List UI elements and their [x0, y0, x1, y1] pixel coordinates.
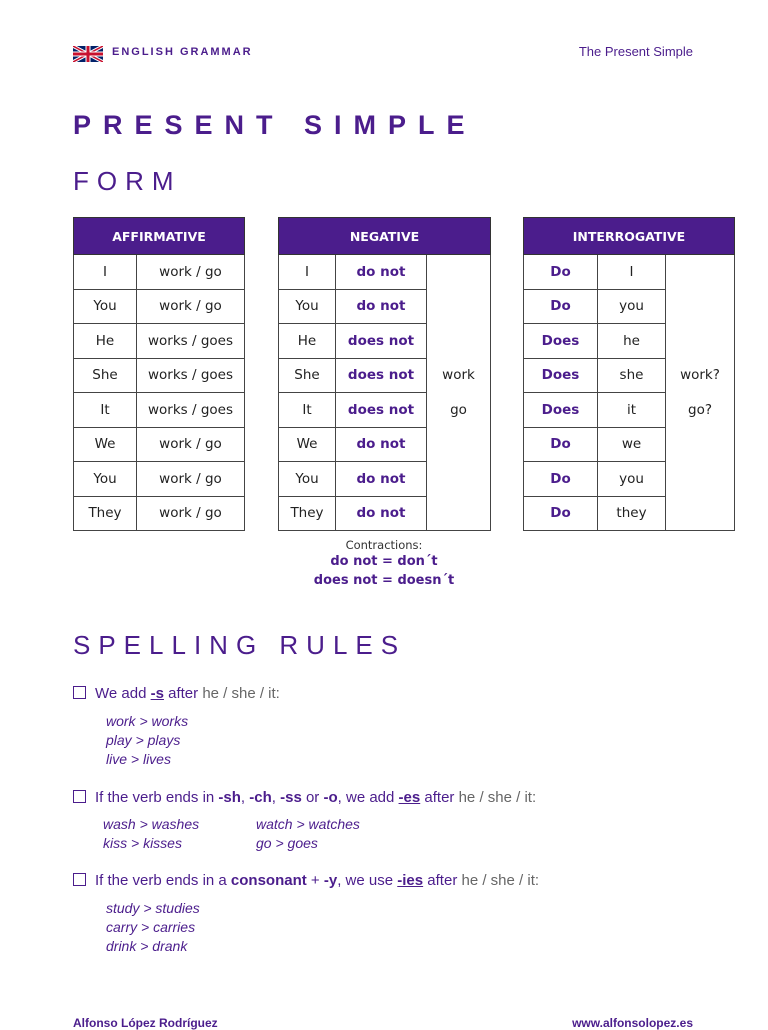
rule-text: after [427, 872, 458, 889]
example: live > lives [106, 751, 171, 767]
table-row [74, 462, 245, 497]
pronoun-cell: It [74, 393, 137, 428]
rule-ending: -es [398, 789, 421, 806]
pronoun-cell: You [279, 462, 336, 497]
auxiliary-cell: do not [336, 427, 427, 462]
pronoun-cell: We [74, 427, 137, 462]
rule-text: after [424, 789, 455, 806]
pronoun-cell: we [598, 427, 666, 462]
auxiliary-cell: do not [336, 462, 427, 497]
rule1-examples [106, 712, 188, 769]
main-verb-cell [427, 255, 491, 531]
pronoun-cell: you [598, 289, 666, 324]
pronoun-cell: They [279, 496, 336, 531]
rule-add-s [73, 685, 280, 702]
verb-cell: work / go [137, 496, 245, 531]
pronoun-cell: I [598, 255, 666, 290]
spelling-heading: SPELLING RULES [73, 630, 407, 660]
pronoun-cell: You [74, 289, 137, 324]
auxiliary-cell: Do [524, 255, 598, 290]
auxiliary-cell: Do [524, 462, 598, 497]
rule-text: , [271, 789, 281, 806]
example: drink > drank [106, 938, 188, 954]
rule-ending: -s [150, 685, 164, 702]
example: work > works [106, 713, 189, 729]
verb-work: work? [680, 366, 720, 383]
example: kiss > kisses [103, 835, 182, 851]
contraction-does-not: does not = doesn´t [313, 573, 455, 588]
rule-keyword: consonant [230, 872, 307, 889]
pronoun-cell: They [74, 496, 137, 531]
table-row [74, 358, 245, 393]
rule-subjects: he / she / it: [202, 685, 280, 702]
checkbox-icon [73, 686, 86, 699]
example: play > plays [106, 732, 181, 748]
rule-text: after [168, 685, 199, 702]
verb-cell: work / go [137, 255, 245, 290]
rule-text: , we use [337, 872, 394, 889]
auxiliary-cell: Do [524, 427, 598, 462]
table-row [74, 427, 245, 462]
rule-text: , we add [337, 789, 395, 806]
contraction-do-not: do not = don´t [330, 554, 438, 569]
auxiliary-cell: do not [336, 255, 427, 290]
affirmative-table [73, 217, 245, 531]
rule2-examples-left [103, 815, 199, 853]
example: go > goes [256, 835, 318, 851]
verb-cell: works / goes [137, 393, 245, 428]
verb-cell: work / go [137, 427, 245, 462]
rule-ending: -ss [280, 789, 302, 806]
table-row [74, 255, 245, 290]
pronoun-cell: She [74, 358, 137, 393]
checkbox-icon [73, 873, 86, 886]
pronoun-cell: it [598, 393, 666, 428]
rule-subjects: he / she / it: [458, 789, 537, 806]
rule-ending: -sh [218, 789, 241, 806]
contractions-block [0, 538, 768, 590]
rule-add-es [73, 789, 536, 806]
rule-text: If the verb ends in a [95, 872, 227, 889]
rule-text: If the verb ends in [95, 789, 215, 806]
pronoun-cell: She [279, 358, 336, 393]
auxiliary-cell: Does [524, 324, 598, 359]
rule-text: , [240, 789, 250, 806]
pronoun-cell: It [279, 393, 336, 428]
pronoun-cell: We [279, 427, 336, 462]
rule-add-ies [73, 872, 539, 889]
table-row [74, 289, 245, 324]
rule-ending: -ies [397, 872, 424, 889]
rule-ending: -y [323, 872, 338, 889]
affirmative-heading: AFFIRMATIVE [74, 218, 245, 255]
main-verb-cell [666, 255, 735, 531]
page-title: PRESENT SIMPLE [73, 110, 477, 140]
table-row [74, 393, 245, 428]
rule-text: + [306, 872, 324, 889]
table-row [74, 324, 245, 359]
auxiliary-cell: does not [336, 358, 427, 393]
auxiliary-cell: Do [524, 289, 598, 324]
interrogative-heading: INTERROGATIVE [524, 218, 735, 255]
rule-text: We add [95, 685, 147, 702]
example: wash > washes [103, 816, 200, 832]
interrogative-table [523, 217, 735, 531]
pronoun-cell: they [598, 496, 666, 531]
pronoun-cell: he [598, 324, 666, 359]
table-row [279, 255, 491, 290]
verb-work: work [442, 366, 475, 383]
table-row [74, 496, 245, 531]
auxiliary-cell: Does [524, 358, 598, 393]
website-link[interactable]: www.alfonsolopez.es [572, 1016, 693, 1030]
verb-go: go? [688, 401, 712, 418]
header-category: ENGLISH GRAMMAR [112, 46, 253, 58]
verb-cell: work / go [137, 289, 245, 324]
pronoun-cell: You [74, 462, 137, 497]
header-topic: The Present Simple [578, 44, 693, 59]
pronoun-cell: He [279, 324, 336, 359]
rule-ending: -ch [249, 789, 272, 806]
rule-text: or [301, 789, 324, 806]
pronoun-cell: you [598, 462, 666, 497]
pronoun-cell: she [598, 358, 666, 393]
checkbox-icon [73, 790, 86, 803]
negative-table [278, 217, 491, 531]
example: study > studies [106, 900, 200, 916]
auxiliary-cell: does not [336, 324, 427, 359]
rule2-examples-right [256, 815, 360, 853]
auxiliary-cell: does not [336, 393, 427, 428]
rule-ending: -o [323, 789, 338, 806]
author-name: Alfonso López Rodríguez [73, 1016, 218, 1030]
rule-subjects: he / she / it: [461, 872, 540, 889]
pronoun-cell: I [279, 255, 336, 290]
verb-cell: works / goes [137, 358, 245, 393]
verb-cell: works / goes [137, 324, 245, 359]
auxiliary-cell: Do [524, 496, 598, 531]
example: watch > watches [256, 816, 360, 832]
negative-heading: NEGATIVE [279, 218, 491, 255]
pronoun-cell: You [279, 289, 336, 324]
example: carry > carries [106, 919, 196, 935]
rule3-examples [106, 899, 200, 956]
table-row [524, 255, 735, 290]
contractions-label: Contractions: [345, 538, 423, 552]
auxiliary-cell: do not [336, 496, 427, 531]
form-heading: FORM [73, 166, 182, 196]
uk-flag-icon [73, 46, 103, 62]
pronoun-cell: He [74, 324, 137, 359]
auxiliary-cell: do not [336, 289, 427, 324]
auxiliary-cell: Does [524, 393, 598, 428]
pronoun-cell: I [74, 255, 137, 290]
verb-go: go [450, 401, 467, 418]
verb-cell: work / go [137, 462, 245, 497]
